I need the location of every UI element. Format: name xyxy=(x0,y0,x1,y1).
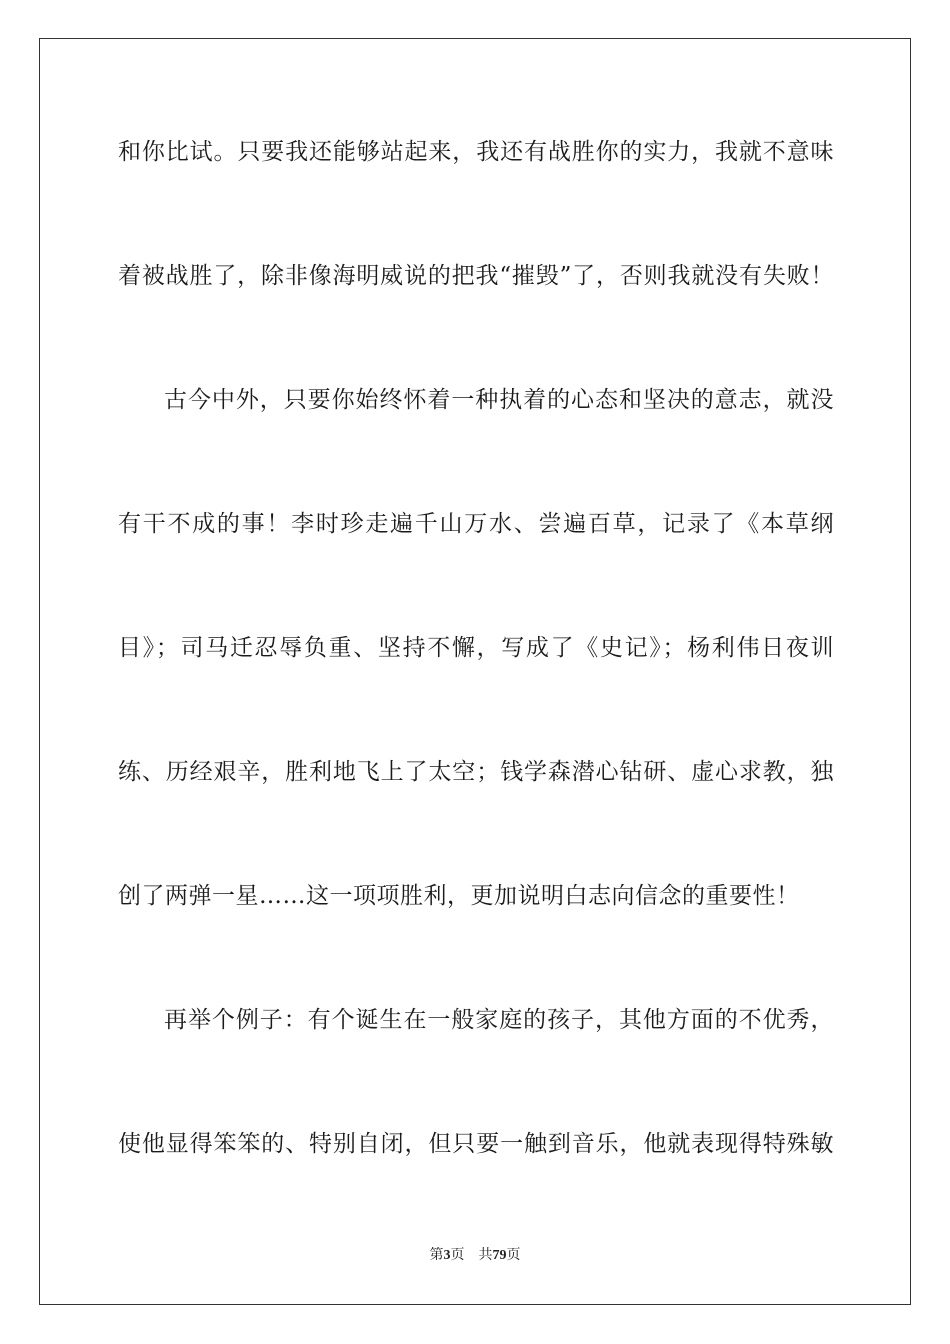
body-line-8: 再举个例子：有个诞生在一般家庭的孩子，其他方面的不优秀， xyxy=(164,1007,834,1033)
page-suffix: 页 xyxy=(450,1248,465,1263)
body-line-7: 创了两弹一星……这一项项胜利，更加说明白志向信念的重要性！ xyxy=(118,883,800,909)
page-prefix: 第 xyxy=(429,1248,444,1263)
body-line-1: 和你比试。只要我还能够站起来，我还有战胜你的实力，我就不意味 xyxy=(118,139,834,165)
body-line-6: 练、历经艰辛，胜利地飞上了太空；钱学森潜心钻研、虚心求教，独 xyxy=(118,759,834,785)
page-footer xyxy=(0,1247,950,1265)
total-pages: 79 xyxy=(492,1248,507,1263)
body-line-3: 古今中外，只要你始终怀着一种执着的心态和坚决的意志，就没 xyxy=(164,387,834,413)
body-line-5: 目》；司马迁忍辱负重、坚持不懈，写成了《史记》；杨利伟日夜训 xyxy=(118,635,834,661)
body-line-2: 着被战胜了，除非像海明威说的把我“摧毁”了，否则我就没有失败！ xyxy=(118,263,834,289)
total-prefix: 共 xyxy=(478,1248,493,1263)
page-border xyxy=(39,38,911,1305)
body-line-9: 使他显得笨笨的、特别自闭，但只要一触到音乐，他就表现得特殊敏 xyxy=(118,1131,834,1157)
total-suffix: 页 xyxy=(506,1248,521,1263)
page-number: 3 xyxy=(443,1248,451,1263)
body-line-4: 有干不成的事！李时珍走遍千山万水、尝遍百草，记录了《本草纲 xyxy=(118,511,834,537)
